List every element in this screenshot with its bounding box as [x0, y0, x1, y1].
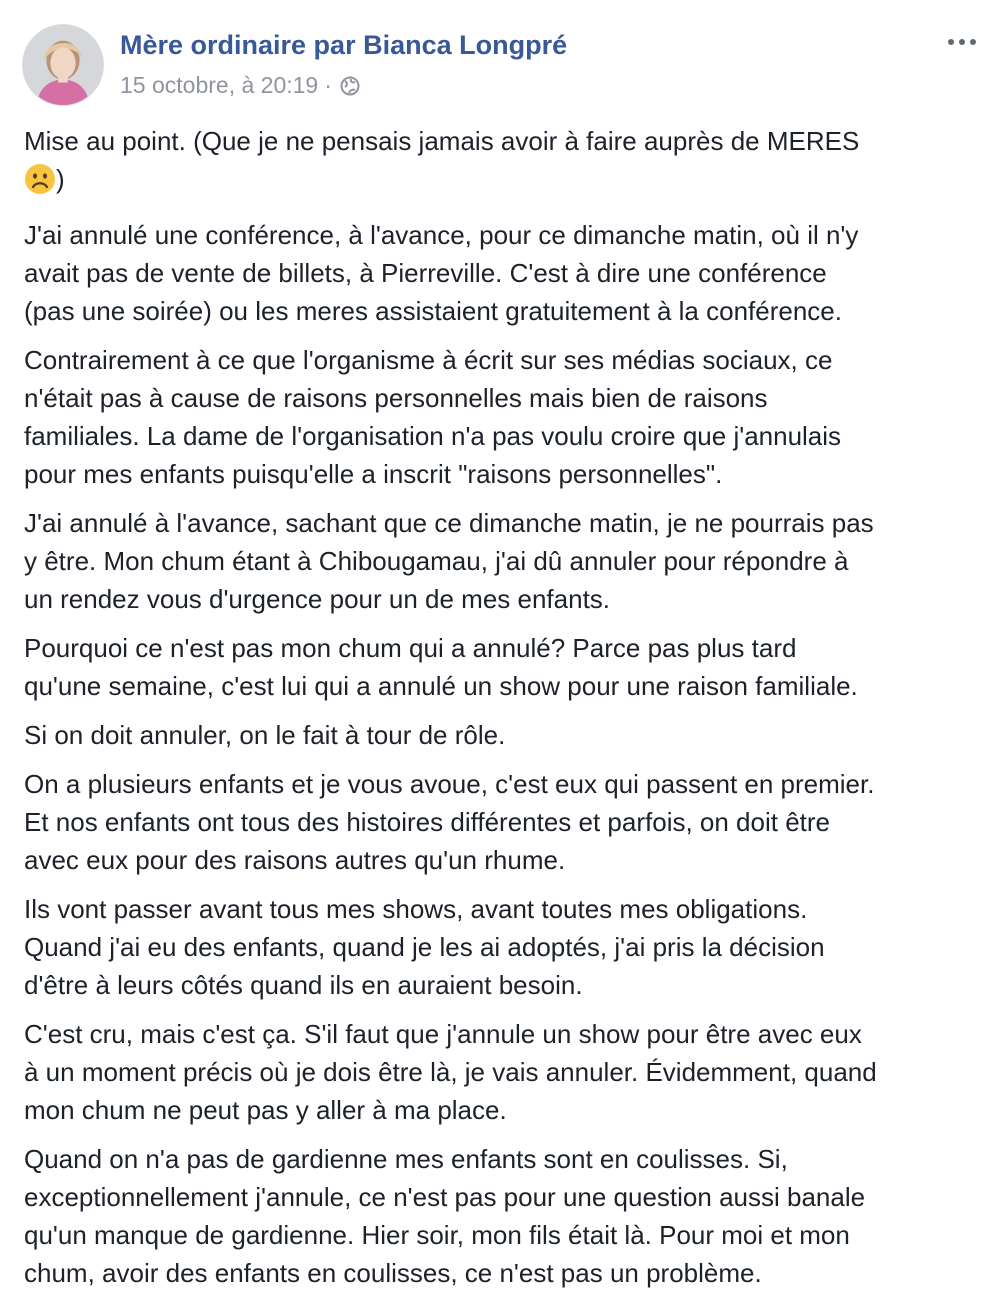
- post-body: [24, 122, 984, 1303]
- post-text-line: On a plusieurs enfants et je vous avoue, c'est eux qui passent en premier.: [24, 769, 875, 799]
- post-text-line: mon chum ne peut pas y aller à ma place.: [24, 1095, 507, 1125]
- meta-separator: ·: [324, 72, 332, 98]
- post-text-line: Si on doit annuler, on le fait à tour de rôle.: [24, 720, 506, 750]
- post-paragraph: [24, 504, 984, 618]
- post-timestamp[interactable]: 15 octobre, à 20:19: [120, 72, 319, 98]
- post-text-line: C'est cru, mais c'est ça. S'il faut que j'annule un show pour être avec eux: [24, 1019, 862, 1049]
- post-text-line: familiales. La dame de l'organisation n'a pas voulu croire que j'annulais: [24, 421, 842, 451]
- post-paragraph: [24, 890, 984, 1004]
- post-text-line: Et nos enfants ont tous des histoires différentes et parfois, on doit être: [24, 807, 830, 837]
- worried-face-emoji: [24, 163, 56, 205]
- post-text-line: exceptionnellement j'annule, ce n'est pas pour une question aussi banale: [24, 1182, 866, 1212]
- post-meta: [120, 72, 360, 99]
- post-text-line: avait pas de vente de billets, à Pierreville. C'est à dire une conférence: [24, 258, 827, 288]
- author-photo: [23, 25, 103, 105]
- post-text-line: Quand j'ai eu des enfants, quand je les ai adoptés, j'ai pris la décision: [24, 932, 825, 962]
- post-paragraph: [24, 216, 984, 330]
- author-avatar[interactable]: [22, 24, 104, 106]
- post-paragraph: [24, 122, 984, 205]
- post-text-line: Pourquoi ce n'est pas mon chum qui a annulé? Parce pas plus tard: [24, 633, 797, 663]
- post-text-line: ): [56, 164, 65, 194]
- more-options-icon[interactable]: [944, 30, 980, 54]
- post-text-line: Quand on n'a pas de gardienne mes enfants sont en coulisses. Si,: [24, 1144, 788, 1174]
- post-text-line: Ils vont passer avant tous mes shows, avant toutes mes obligations.: [24, 894, 808, 924]
- author-name-link[interactable]: Mère ordinaire par Bianca Longpré: [120, 30, 568, 60]
- post-paragraph: [24, 716, 984, 754]
- post-text-line: Mise au point. (Que je ne pensais jamais avoir à faire auprès de MERES: [24, 126, 860, 156]
- post-text-line: y être. Mon chum étant à Chibougamau, j'ai dû annuler pour répondre à: [24, 546, 849, 576]
- post-text-line: J'ai annulé à l'avance, sachant que ce dimanche matin, je ne pourrais pas: [24, 508, 874, 538]
- post-text-line: Contrairement à ce que l'organisme à écrit sur ses médias sociaux, ce: [24, 345, 833, 375]
- post-text-line: (pas une soirée) ou les meres assistaient gratuitement à la conférence.: [24, 296, 842, 326]
- post-paragraph: [24, 1015, 984, 1129]
- post-text-line: d'être à leurs côtés quand ils en auraient besoin.: [24, 970, 583, 1000]
- post-text-line: chum, avoir des enfants en coulisses, ce n'est pas un problème.: [24, 1258, 762, 1288]
- post-paragraph: [24, 1140, 984, 1292]
- post-text-line: pour mes enfants puisqu'elle a inscrit "raisons personnelles".: [24, 459, 723, 489]
- post-paragraph: [24, 765, 984, 879]
- post-text-line: avec eux pour des raisons autres qu'un rhume.: [24, 845, 566, 875]
- post-paragraph: [24, 341, 984, 493]
- post-text-line: n'était pas à cause de raisons personnelles mais bien de raisons: [24, 383, 768, 413]
- globe-icon[interactable]: [340, 76, 360, 96]
- post-paragraph: [24, 629, 984, 705]
- post-text-line: qu'une semaine, c'est lui qui a annulé un show pour une raison familiale.: [24, 671, 858, 701]
- post-text-line: un rendez vous d'urgence pour un de mes enfants.: [24, 584, 611, 614]
- post-text-line: qu'un manque de gardienne. Hier soir, mon fils était là. Pour moi et mon: [24, 1220, 850, 1250]
- post-text-line: J'ai annulé une conférence, à l'avance, pour ce dimanche matin, où il n'y: [24, 220, 859, 250]
- post-text-line: à un moment précis où je dois être là, je vais annuler. Évidemment, quand: [24, 1057, 877, 1087]
